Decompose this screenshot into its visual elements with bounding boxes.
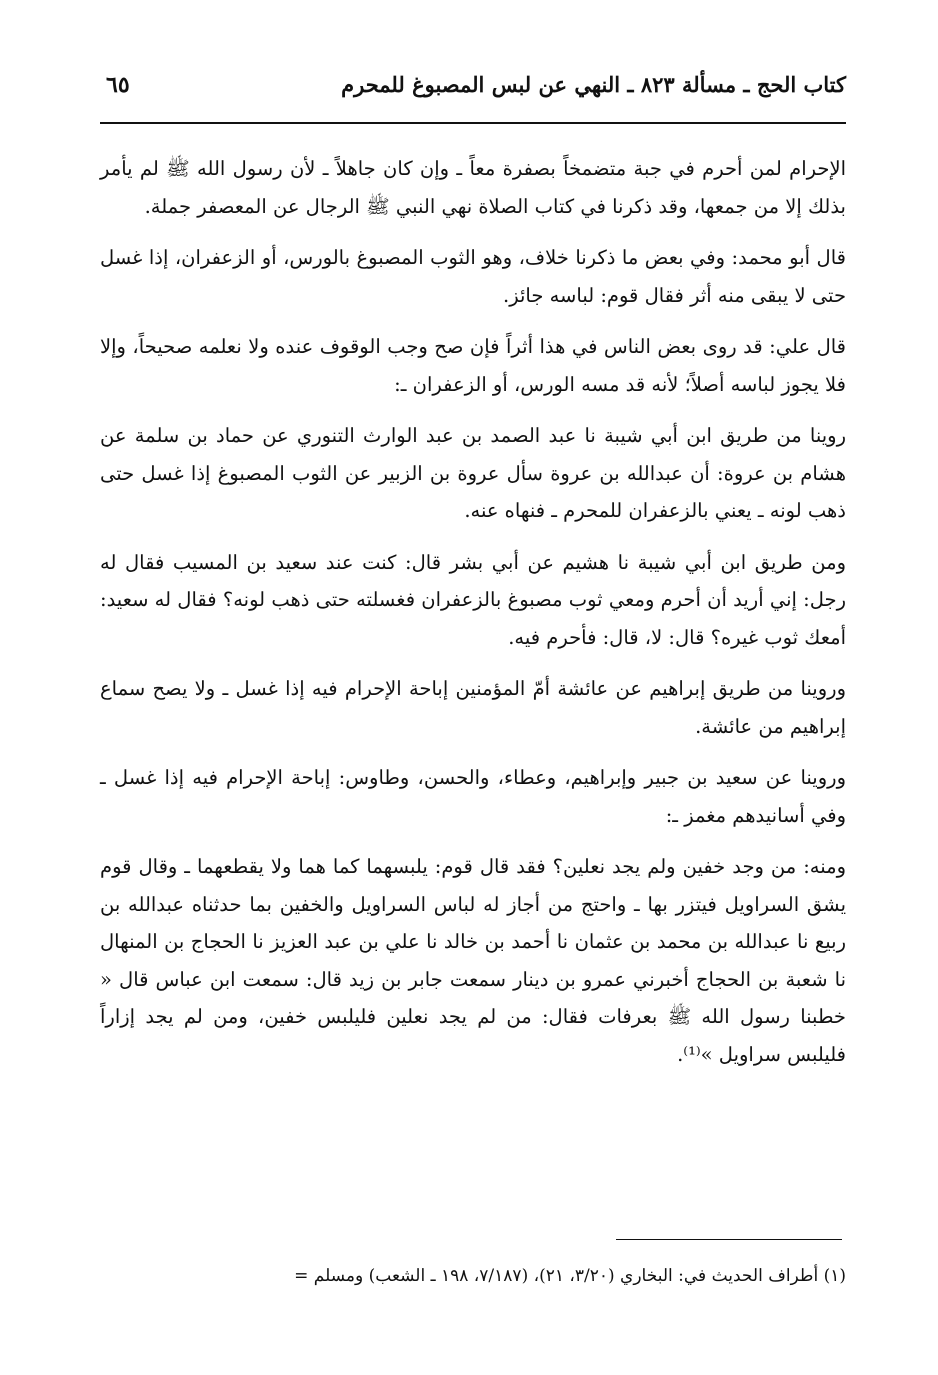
paragraph: وروينا من طريق إبراهيم عن عائشة أمّ المؤمنين إباحة الإحرام فيه إذا غسل ـ ولا يصح سماع إبراهيم من عائشة. [100, 677, 846, 738]
footnote-rule [616, 1239, 842, 1240]
paragraph: روينا من طريق ابن أبي شيبة نا عبد الصمد بن عبد الوارث التنوري عن حماد بن سلمة عن هشام بن عروة: أن عبدالله بن عروة سأل عروة بن الزبير عن الثوب المصبوغ إذا غسل حتى ذهب لونه ـ يعني بالزعفران للمحرم ـ فنهاه عنه. [100, 424, 846, 522]
page-header [100, 66, 846, 106]
paragraph: الإحرام لمن أحرم في جبة متضمخاً بصفرة معاً ـ وإن كان جاهلاً ـ لأن رسول الله ﷺ لم يأمر بذلك إلا من جمعها، وقد ذكرنا في كتاب الصلاة نهي النبي ﷺ الرجال عن المعصفر جملة. [100, 157, 846, 218]
footnote: (١) أطراف الحديث في: البخاري (٣/٢٠، ٢١)، (٧/١٨٧، ١٩٨ ـ الشعب) ومسلم = [294, 1266, 846, 1286]
paragraph: قال أبو محمد: وفي بعض ما ذكرنا خلاف، وهو الثوب المصبوغ بالورس، أو الزعفران، إذا غسل حتى لا يبقى منه أثر فقال قوم: لباسه جائز. [100, 246, 846, 307]
paragraph: وروينا عن سعيد بن جبير وإبراهيم، وعطاء، والحسن، وطاوس: إباحة الإحرام فيه إذا غسل ـ وفي أسانيدهم مغمز ـ: [100, 766, 846, 827]
header-rule [100, 122, 846, 124]
paragraph: ومن طريق ابن أبي شيبة نا هشيم عن أبي بشر قال: كنت عند سعيد بن المسيب فقال له رجل: إني أريد أن أحرم ومعي ثوب مصبوغ بالزعفران فغسلته حتى ذهب لونه؟ فقال له سعيد: أمعك ثوب غيره؟ قال: لا، قال: فأحرم فيه. [100, 550, 846, 649]
running-title: كتاب الحج ـ مسألة ٨٢٣ ـ النهي عن لبس المصبوغ للمحرم [341, 72, 846, 97]
page-number: ٦٥ [106, 72, 130, 98]
paragraph: قال علي: قد روى بعض الناس في هذا أثراً فإن صح وجب الوقوف عنده ولا نعلمه صحيحاً، وإلا فلا يجوز لباسه أصلاً؛ لأنه قد مسه الورس، أو الزعفران ـ: [100, 335, 846, 396]
paragraph: ومنه: من وجد خفين ولم يجد نعلين؟ فقد قال قوم: يلبسهما كما هما ولا يقطعهما ـ وقال قوم يشق السراويل فيتزر بها ـ واحتج من أجاز له لباس السراويل والخفين بما حدثناه عبدالله بن ربيع نا عبدالله بن محمد بن عثمان نا أحمد بن خالد نا علي بن عبد العزيز نا الحجاج بن المنهال نا شعبة بن الحجاج أخبرني عمرو بن دينار سمعت جابر بن زيد قال: سمعت ابن عباس قال « خطبنا رسول الله ﷺ بعرفات فقال: من لم يجد نعلين فليلبس خفين، ومن لم يجد إزاراً فليلبس سراويل »⁽¹⁾. [100, 855, 846, 1066]
body-text [100, 150, 846, 1087]
